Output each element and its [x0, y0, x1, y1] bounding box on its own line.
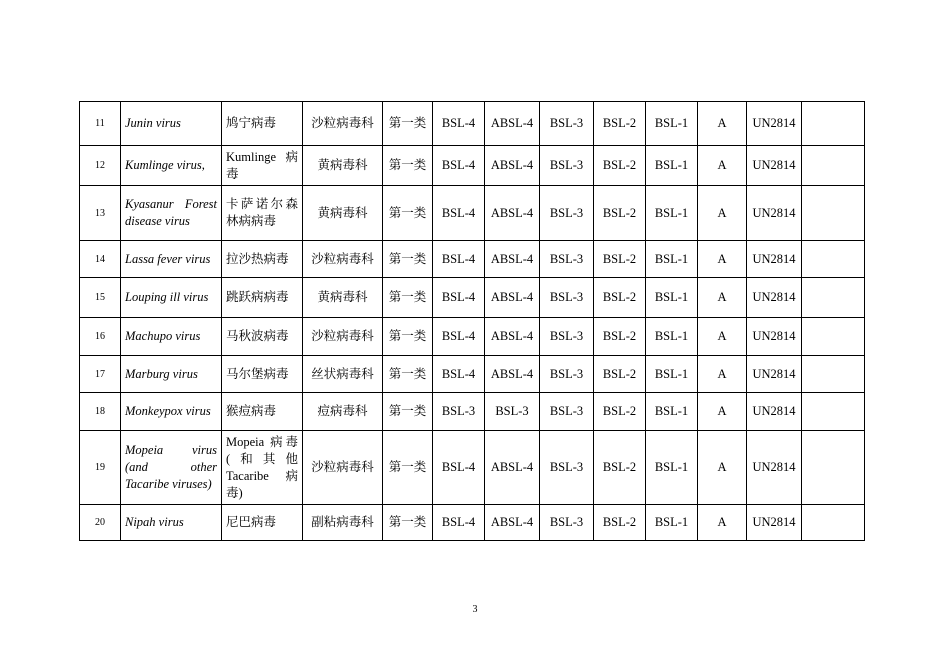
lab-level-animal: BSL-3	[485, 393, 540, 431]
remarks	[802, 505, 865, 541]
un-number: UN2814	[747, 102, 802, 146]
lab-level-inactivated: BSL-2	[594, 241, 646, 278]
virus-family: 黄病毒科	[303, 186, 383, 241]
table-row	[80, 318, 865, 356]
lab-level-noninfectious: BSL-1	[646, 102, 698, 146]
transport-category: A	[698, 102, 747, 146]
row-number: 17	[80, 356, 121, 393]
virus-chinese-name: 卡萨诺尔森林病病毒	[222, 186, 303, 241]
lab-level-inactivated: BSL-2	[594, 393, 646, 431]
virus-latin-name: Marburg virus	[121, 356, 222, 393]
lab-level-inactivated: BSL-2	[594, 431, 646, 505]
virus-family: 沙粒病毒科	[303, 241, 383, 278]
un-number: UN2814	[747, 241, 802, 278]
virus-chinese-name: 马尔堡病毒	[222, 356, 303, 393]
row-number: 15	[80, 278, 121, 318]
remarks	[802, 186, 865, 241]
un-number: UN2814	[747, 146, 802, 186]
hazard-class: 第一类	[383, 102, 433, 146]
lab-level-culture: BSL-4	[433, 241, 485, 278]
virus-family: 黄病毒科	[303, 278, 383, 318]
hazard-class: 第一类	[383, 318, 433, 356]
virus-family: 痘病毒科	[303, 393, 383, 431]
virus-chinese-name: 拉沙热病毒	[222, 241, 303, 278]
un-number: UN2814	[747, 505, 802, 541]
un-number: UN2814	[747, 278, 802, 318]
hazard-class: 第一类	[383, 278, 433, 318]
virus-latin-name: Louping ill virus	[121, 278, 222, 318]
lab-level-inactivated: BSL-2	[594, 318, 646, 356]
lab-level-noninfectious: BSL-1	[646, 278, 698, 318]
lab-level-inactivated: BSL-2	[594, 505, 646, 541]
virus-chinese-name: 尼巴病毒	[222, 505, 303, 541]
virus-family: 沙粒病毒科	[303, 318, 383, 356]
row-number: 12	[80, 146, 121, 186]
un-number: UN2814	[747, 431, 802, 505]
lab-level-inactivated: BSL-2	[594, 356, 646, 393]
row-number: 20	[80, 505, 121, 541]
un-number: UN2814	[747, 318, 802, 356]
lab-level-noninfectious: BSL-1	[646, 318, 698, 356]
table-row	[80, 102, 865, 146]
row-number: 18	[80, 393, 121, 431]
hazard-class: 第一类	[383, 431, 433, 505]
transport-category: A	[698, 356, 747, 393]
hazard-class: 第一类	[383, 146, 433, 186]
row-number: 19	[80, 431, 121, 505]
lab-level-culture: BSL-4	[433, 102, 485, 146]
table-row	[80, 186, 865, 241]
lab-level-culture: BSL-4	[433, 318, 485, 356]
lab-level-culture: BSL-4	[433, 146, 485, 186]
virus-latin-name: Lassa fever virus	[121, 241, 222, 278]
virus-chinese-name: Mopeia 病毒(和其他 Tacaribe 病毒)	[222, 431, 303, 505]
lab-level-animal: ABSL-4	[485, 241, 540, 278]
virus-family: 丝状病毒科	[303, 356, 383, 393]
lab-level-animal: ABSL-4	[485, 102, 540, 146]
lab-level-uncultured: BSL-3	[540, 505, 594, 541]
lab-level-noninfectious: BSL-1	[646, 186, 698, 241]
virus-chinese-name: 鸠宁病毒	[222, 102, 303, 146]
hazard-class: 第一类	[383, 186, 433, 241]
row-number: 11	[80, 102, 121, 146]
remarks	[802, 318, 865, 356]
lab-level-inactivated: BSL-2	[594, 102, 646, 146]
remarks	[802, 241, 865, 278]
lab-level-uncultured: BSL-3	[540, 146, 594, 186]
lab-level-animal: ABSL-4	[485, 431, 540, 505]
lab-level-culture: BSL-3	[433, 393, 485, 431]
virus-latin-name: Kumlinge virus,	[121, 146, 222, 186]
lab-level-animal: ABSL-4	[485, 186, 540, 241]
remarks	[802, 102, 865, 146]
lab-level-culture: BSL-4	[433, 356, 485, 393]
table-body	[80, 102, 865, 541]
row-number: 14	[80, 241, 121, 278]
lab-level-noninfectious: BSL-1	[646, 241, 698, 278]
transport-category: A	[698, 186, 747, 241]
table-row	[80, 505, 865, 541]
virus-chinese-name: Kumlinge 病毒	[222, 146, 303, 186]
lab-level-noninfectious: BSL-1	[646, 146, 698, 186]
lab-level-inactivated: BSL-2	[594, 146, 646, 186]
table-row	[80, 356, 865, 393]
lab-level-uncultured: BSL-3	[540, 318, 594, 356]
lab-level-uncultured: BSL-3	[540, 278, 594, 318]
virus-latin-name: Junin virus	[121, 102, 222, 146]
un-number: UN2814	[747, 356, 802, 393]
transport-category: A	[698, 146, 747, 186]
un-number: UN2814	[747, 393, 802, 431]
remarks	[802, 431, 865, 505]
lab-level-culture: BSL-4	[433, 505, 485, 541]
lab-level-noninfectious: BSL-1	[646, 356, 698, 393]
virus-family: 副粘病毒科	[303, 505, 383, 541]
virus-family: 沙粒病毒科	[303, 431, 383, 505]
table-row	[80, 241, 865, 278]
lab-level-animal: ABSL-4	[485, 146, 540, 186]
row-number: 16	[80, 318, 121, 356]
lab-level-uncultured: BSL-3	[540, 431, 594, 505]
virus-latin-name: Nipah virus	[121, 505, 222, 541]
page-number: 3	[472, 604, 478, 615]
hazard-class: 第一类	[383, 505, 433, 541]
virus-family: 沙粒病毒科	[303, 102, 383, 146]
lab-level-noninfectious: BSL-1	[646, 393, 698, 431]
virus-chinese-name: 跳跃病病毒	[222, 278, 303, 318]
hazard-class: 第一类	[383, 241, 433, 278]
virus-family: 黄病毒科	[303, 146, 383, 186]
transport-category: A	[698, 278, 747, 318]
virus-latin-name: Mopeia virus (and other Tacaribe viruses)	[121, 431, 222, 505]
lab-level-uncultured: BSL-3	[540, 393, 594, 431]
lab-level-uncultured: BSL-3	[540, 102, 594, 146]
table-row	[80, 431, 865, 505]
virus-latin-name: Kyasanur Forest disease virus	[121, 186, 222, 241]
table-row	[80, 146, 865, 186]
lab-level-culture: BSL-4	[433, 278, 485, 318]
lab-level-animal: ABSL-4	[485, 278, 540, 318]
table-row	[80, 278, 865, 318]
lab-level-animal: ABSL-4	[485, 356, 540, 393]
transport-category: A	[698, 241, 747, 278]
remarks	[802, 393, 865, 431]
table-row	[80, 393, 865, 431]
transport-category: A	[698, 505, 747, 541]
virus-chinese-name: 猴痘病毒	[222, 393, 303, 431]
un-number: UN2814	[747, 186, 802, 241]
lab-level-uncultured: BSL-3	[540, 356, 594, 393]
row-number: 13	[80, 186, 121, 241]
lab-level-uncultured: BSL-3	[540, 241, 594, 278]
virus-latin-name: Monkeypox virus	[121, 393, 222, 431]
hazard-class: 第一类	[383, 356, 433, 393]
virus-chinese-name: 马秋波病毒	[222, 318, 303, 356]
lab-level-animal: ABSL-4	[485, 318, 540, 356]
transport-category: A	[698, 431, 747, 505]
lab-level-inactivated: BSL-2	[594, 186, 646, 241]
transport-category: A	[698, 318, 747, 356]
lab-level-culture: BSL-4	[433, 186, 485, 241]
virus-latin-name: Machupo virus	[121, 318, 222, 356]
hazard-class: 第一类	[383, 393, 433, 431]
remarks	[802, 278, 865, 318]
lab-level-culture: BSL-4	[433, 431, 485, 505]
lab-level-animal: ABSL-4	[485, 505, 540, 541]
transport-category: A	[698, 393, 747, 431]
remarks	[802, 146, 865, 186]
pathogen-table	[79, 101, 865, 541]
lab-level-noninfectious: BSL-1	[646, 505, 698, 541]
lab-level-inactivated: BSL-2	[594, 278, 646, 318]
remarks	[802, 356, 865, 393]
lab-level-noninfectious: BSL-1	[646, 431, 698, 505]
lab-level-uncultured: BSL-3	[540, 186, 594, 241]
